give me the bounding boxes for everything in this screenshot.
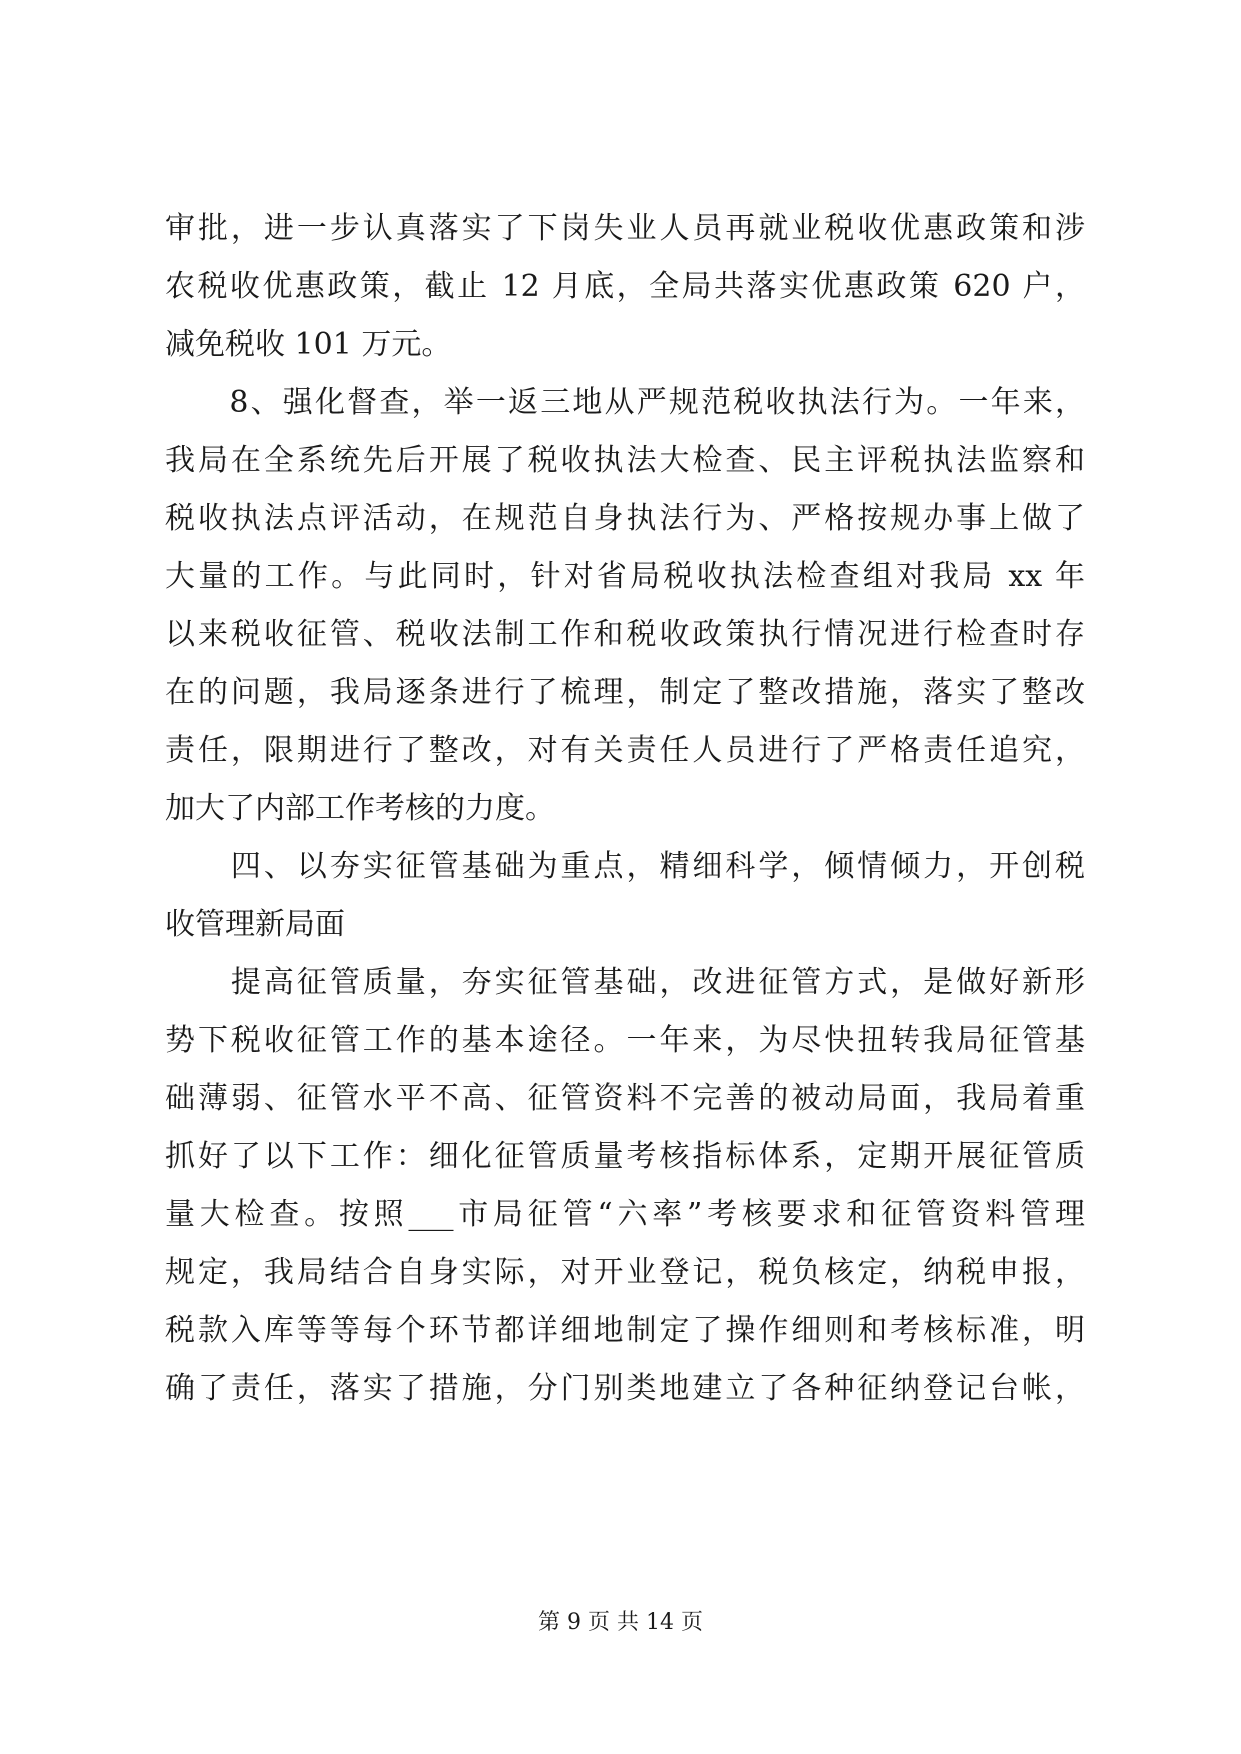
body-text-line: 抓好了以下工作：细化征管质量考核指标体系，定期开展征管质	[165, 1139, 1085, 1174]
body-text-line: 势下税收征管工作的基本途径。一年来，为尽快扭转我局征管基	[165, 1023, 1085, 1058]
body-text-line: 8、强化督查，举一返三地从严规范税收执法行为。一年来，	[165, 385, 1085, 420]
page-number-footer: 第 9 页 共 14 页	[538, 1610, 703, 1635]
body-text-line: 减免税收 101 万元。	[165, 327, 452, 362]
body-text-line: 量大检查。按照___市局征管“六率”考核要求和征管资料管理	[165, 1197, 1085, 1232]
body-text-line: 税款入库等等每个环节都详细地制定了操作细则和考核标准，明	[165, 1313, 1085, 1348]
body-text-line: 农税收优惠政策，截止 12 月底，全局共落实优惠政策 620 户，	[165, 269, 1085, 304]
body-text-line: 税收执法点评活动，在规范自身执法行为、严格按规办事上做了	[165, 501, 1085, 536]
body-text-line: 大量的工作。与此同时，针对省局税收执法检查组对我局 xx 年	[165, 559, 1085, 594]
body-text-line: 以来税收征管、税收法制工作和税收政策执行情况进行检查时存	[165, 617, 1085, 652]
body-text-line: 确了责任，落实了措施，分门别类地建立了各种征纳登记台帐，	[165, 1371, 1085, 1406]
body-text-line: 规定，我局结合自身实际，对开业登记，税负核定，纳税申报，	[165, 1255, 1085, 1290]
section-heading-line: 四、以夯实征管基础为重点，精细科学，倾情倾力，开创税	[165, 849, 1085, 884]
body-text-line: 责任，限期进行了整改，对有关责任人员进行了严格责任追究，	[165, 733, 1085, 768]
section-heading-line: 收管理新局面	[165, 907, 345, 942]
body-text-line: 在的问题，我局逐条进行了梳理，制定了整改措施，落实了整改	[165, 675, 1085, 710]
body-text-line: 审批，进一步认真落实了下岗失业人员再就业税收优惠政策和涉	[165, 211, 1085, 246]
body-text-line: 提高征管质量，夯实征管基础，改进征管方式，是做好新形	[165, 965, 1085, 1000]
body-text-line: 我局在全系统先后开展了税收执法大检查、民主评税执法监察和	[165, 443, 1085, 478]
body-text-line: 础薄弱、征管水平不高、征管资料不完善的被动局面，我局着重	[165, 1081, 1085, 1116]
body-text-line: 加大了内部工作考核的力度。	[165, 791, 555, 826]
